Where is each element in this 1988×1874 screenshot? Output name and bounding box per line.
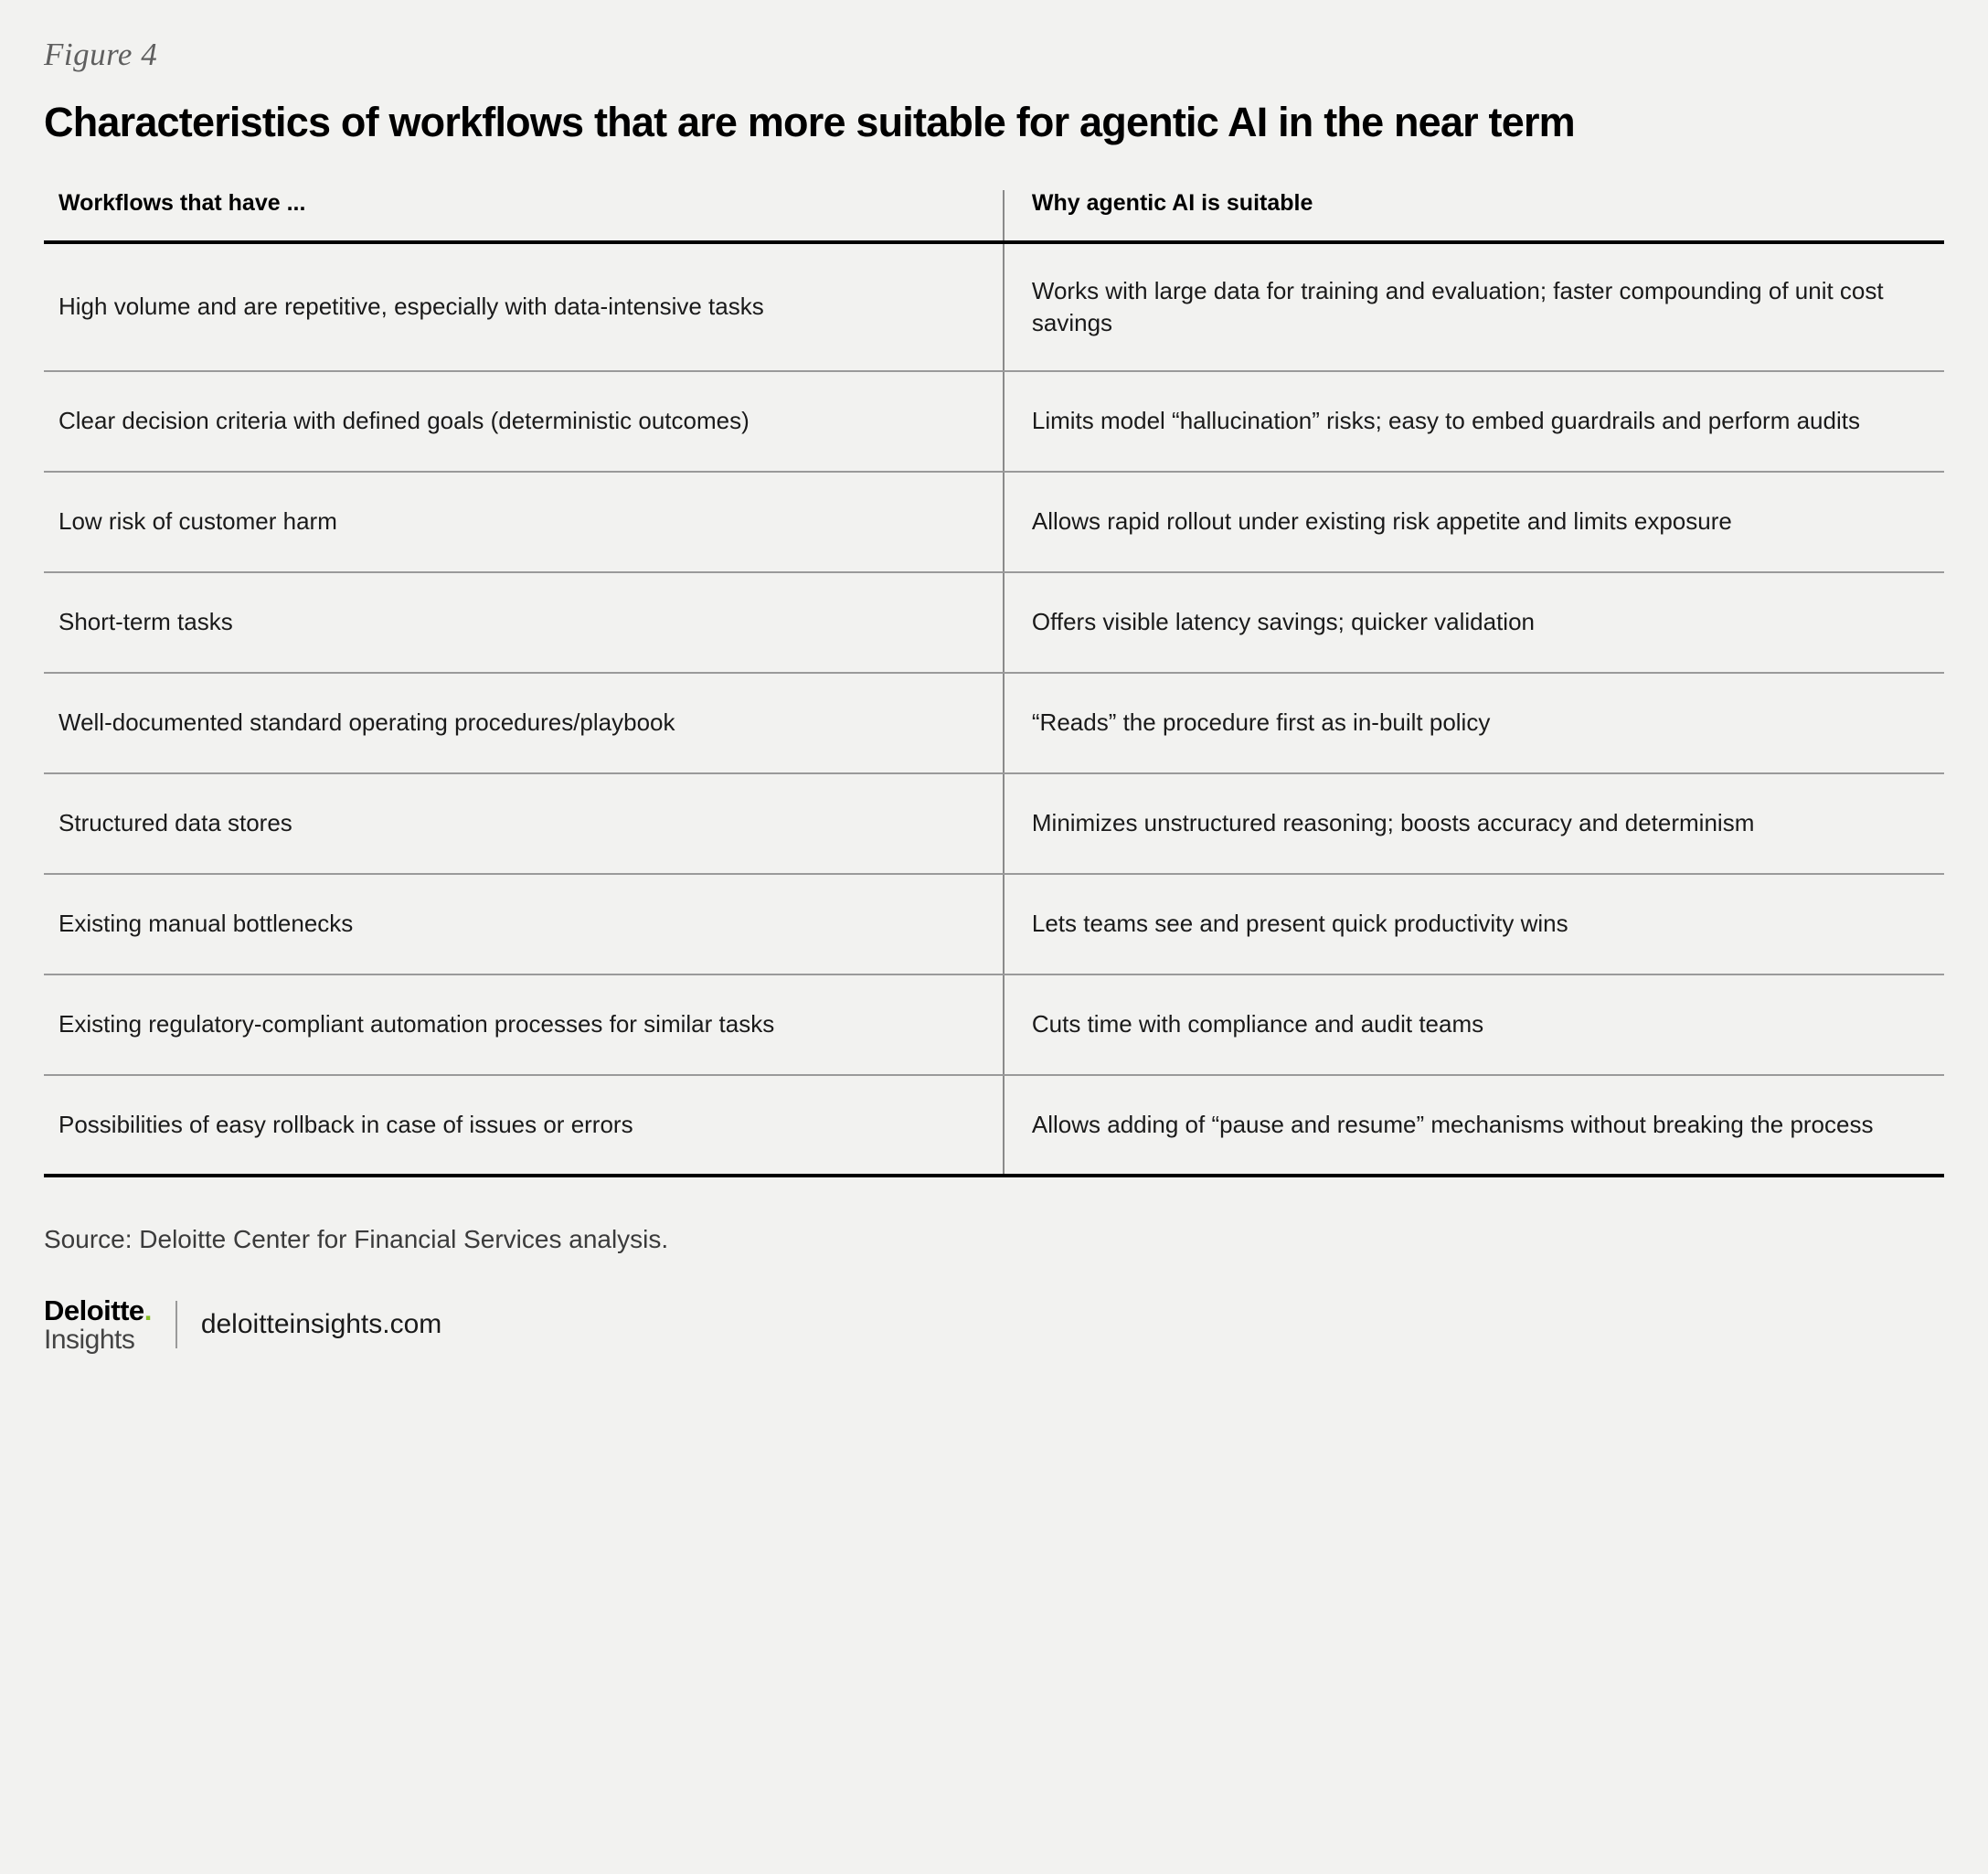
source-note: Source: Deloitte Center for Financial Services analysis. [44, 1224, 669, 1253]
table-row [44, 773, 1944, 874]
table-row [44, 371, 1944, 472]
deloitte-insights-logo [44, 1296, 152, 1354]
cell-reason: Works with large data for training and evaluation; faster compounding of unit cost savings [1004, 242, 1944, 371]
logo-dot: . [144, 1294, 152, 1326]
cell-workflow: Possibilities of easy rollback in case of issues or errors [44, 1075, 1004, 1176]
cell-reason: Offers visible latency savings; quicker validation [1004, 572, 1944, 673]
cell-reason: Limits model “hallucination” risks; easy to embed guardrails and perform audits [1004, 371, 1944, 472]
table-header [44, 190, 1944, 242]
table-body [44, 242, 1944, 1176]
table-row [44, 1075, 1944, 1176]
table-row [44, 242, 1944, 371]
table-row [44, 874, 1944, 974]
cell-workflow: High volume and are repetitive, especially with data-intensive tasks [44, 242, 1004, 371]
cell-reason: Allows rapid rollout under existing risk appetite and limits exposure [1004, 472, 1944, 572]
cell-reason: Lets teams see and present quick productivity wins [1004, 874, 1944, 974]
figure-label: Figure 4 [44, 37, 158, 72]
cell-workflow: Clear decision criteria with defined goals (deterministic outcomes) [44, 371, 1004, 472]
column-header-workflows: Workflows that have ... [44, 190, 1004, 242]
characteristics-table [44, 190, 1944, 1177]
cell-workflow: Well-documented standard operating procedures/playbook [44, 673, 1004, 773]
page-title: Characteristics of workflows that are more suitable for agentic AI in the near term [44, 99, 1575, 145]
site-url: deloitteinsights.com [200, 1309, 442, 1340]
footer-divider [175, 1301, 177, 1348]
logo-insights-text: Insights [44, 1324, 135, 1355]
cell-reason: Allows adding of “pause and resume” mechanisms without breaking the process [1004, 1075, 1944, 1176]
cell-workflow: Structured data stores [44, 773, 1004, 874]
cell-workflow: Low risk of customer harm [44, 472, 1004, 572]
table-header-row [44, 190, 1944, 242]
table-row [44, 472, 1944, 572]
cell-reason: “Reads” the procedure first as in-built policy [1004, 673, 1944, 773]
logo-deloitte-text: Deloitte. [44, 1294, 152, 1326]
cell-reason: Minimizes unstructured reasoning; boosts accuracy and determinism [1004, 773, 1944, 874]
cell-workflow: Short-term tasks [44, 572, 1004, 673]
table-row [44, 974, 1944, 1075]
table-row [44, 572, 1944, 673]
column-header-why-suitable: Why agentic AI is suitable [1004, 190, 1944, 242]
table-row [44, 673, 1944, 773]
footer [37, 1296, 1951, 1354]
cell-workflow: Existing manual bottlenecks [44, 874, 1004, 974]
table-container [37, 190, 1951, 1177]
cell-reason: Cuts time with compliance and audit teams [1004, 974, 1944, 1075]
cell-workflow: Existing regulatory-compliant automation processes for similar tasks [44, 974, 1004, 1075]
